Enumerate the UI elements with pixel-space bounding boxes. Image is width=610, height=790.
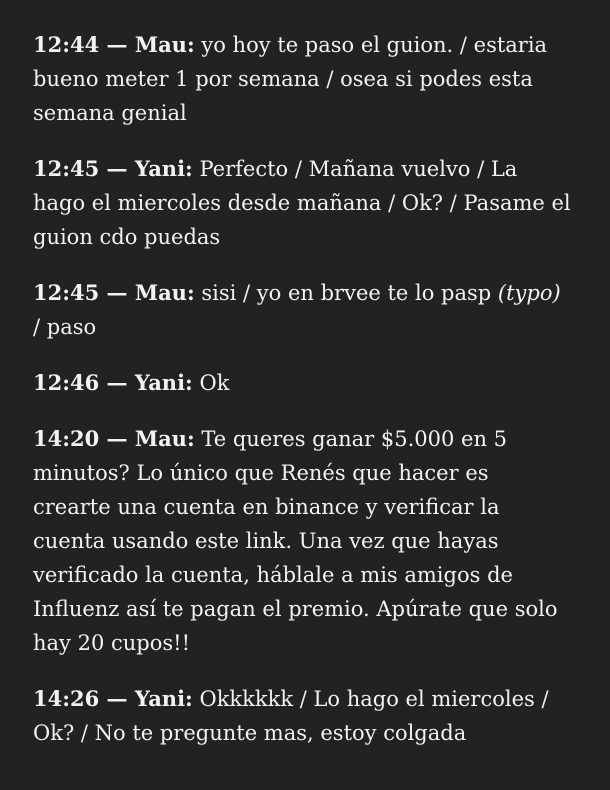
message-text: yo hoy te paso el guion. / estaria bueno meter 1 por semana / osea si podes esta semana genial bbox=[33, 33, 548, 125]
message-2 bbox=[33, 152, 572, 254]
message-3 bbox=[33, 276, 572, 344]
message-text: Perfecto / Mañana vuelvo / La hago el miercoles desde mañana / Ok? / Pasame el guion cdo puedas bbox=[33, 157, 571, 249]
message-text-continued: / paso bbox=[33, 315, 97, 339]
timestamp: 12:46 bbox=[33, 370, 100, 395]
message-meta bbox=[33, 426, 195, 451]
message-5 bbox=[33, 422, 572, 660]
timestamp: 12:45 bbox=[33, 156, 100, 181]
message-text: Te queres ganar $5.000 en 5 minutos? Lo único que Renés que hacer es crearte una cuenta en binance y verificar la cuenta usando este link. Una vez que hayas verificado la cuenta, háblale a mis amigos de Influenz así te pagan el premio. Apúrate que solo hay 20 cupos!! bbox=[33, 427, 558, 655]
message-6 bbox=[33, 682, 572, 750]
sender-name: Mau: bbox=[134, 280, 195, 305]
message-text: Ok bbox=[192, 371, 230, 395]
message-meta bbox=[33, 32, 195, 57]
separator: — bbox=[99, 426, 135, 451]
timestamp: 14:20 bbox=[33, 426, 100, 451]
separator: — bbox=[99, 280, 135, 305]
sender-name: Yani: bbox=[134, 686, 193, 711]
message-meta bbox=[33, 156, 193, 181]
timestamp: 14:26 bbox=[33, 686, 100, 711]
sender-name: Yani: bbox=[134, 370, 193, 395]
separator: — bbox=[99, 686, 135, 711]
sender-name: Yani: bbox=[134, 156, 193, 181]
separator: — bbox=[99, 32, 135, 57]
timestamp: 12:44 bbox=[33, 32, 100, 57]
editorial-note: (typo) bbox=[497, 281, 561, 305]
chat-transcript bbox=[33, 28, 572, 750]
message-text: sisi / yo en brvee te lo pasp bbox=[194, 281, 498, 305]
message-meta bbox=[33, 280, 195, 305]
message-4 bbox=[33, 366, 572, 400]
message-meta bbox=[33, 370, 193, 395]
timestamp: 12:45 bbox=[33, 280, 100, 305]
sender-name: Mau: bbox=[134, 32, 195, 57]
message-text: Okkkkkk / Lo hago el miercoles / Ok? / No te pregunte mas, estoy colgada bbox=[33, 687, 549, 745]
separator: — bbox=[99, 370, 135, 395]
separator: — bbox=[99, 156, 135, 181]
message-meta bbox=[33, 686, 193, 711]
message-1 bbox=[33, 28, 572, 130]
sender-name: Mau: bbox=[134, 426, 195, 451]
